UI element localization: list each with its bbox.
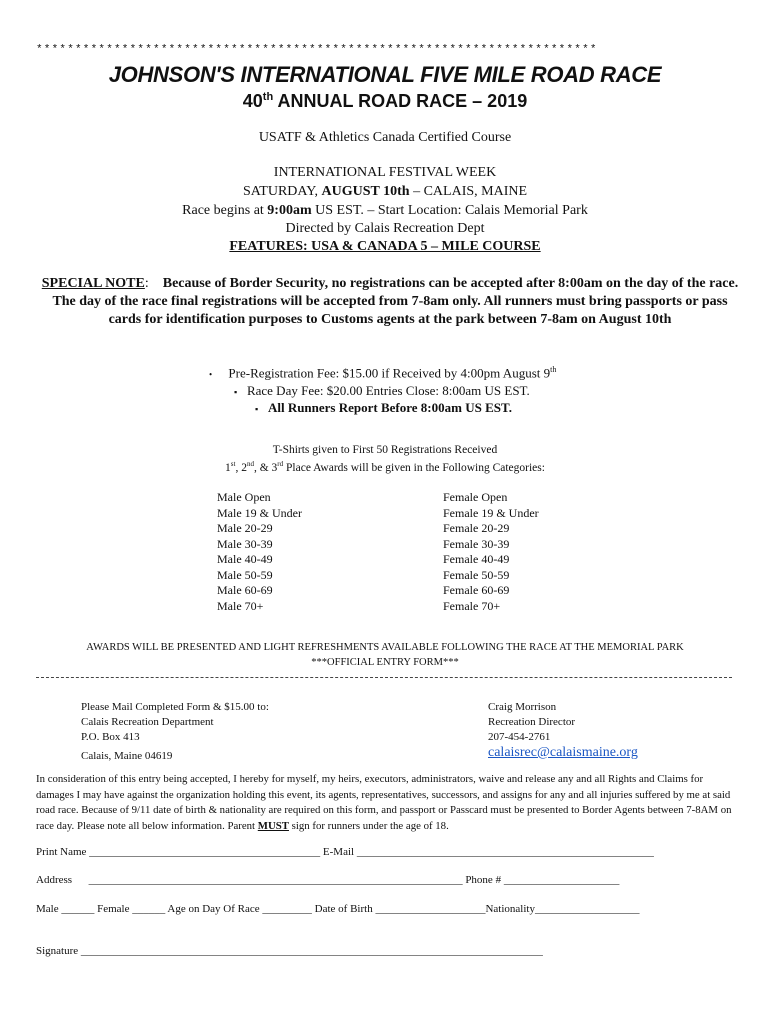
- dob-field[interactable]: ____________________: [375, 903, 486, 915]
- signature-row: [36, 945, 736, 957]
- festival-week: INTERNATIONAL FESTIVAL WEEK: [273, 165, 497, 180]
- square-bullet-icon: ▪: [234, 387, 238, 397]
- phone-label: Phone #: [465, 874, 502, 886]
- signature-field[interactable]: ____________________________________________________________________________________: [80, 945, 543, 957]
- page-title: JOHNSON'S INTERNATIONAL FIVE MILE ROAD RACE: [108, 62, 662, 87]
- race-date-pre: SATURDAY,: [242, 184, 322, 199]
- waiver-post: sign for runners under the age of 18.: [288, 819, 449, 832]
- category-item: Female 60-69: [443, 583, 510, 597]
- category-item: Male 30-39: [217, 536, 273, 551]
- category-item: Female Open: [443, 490, 508, 504]
- subtitle-number: 40: [242, 91, 263, 111]
- official-entry-form: ***OFFICIAL ENTRY FORM***: [311, 657, 459, 668]
- category-item: Male 70+: [217, 598, 264, 613]
- email-field[interactable]: ______________________________________________________: [356, 846, 654, 858]
- contact-name: Craig Morrison: [488, 701, 557, 713]
- square-bullet-icon: ▪: [255, 404, 259, 414]
- waiver-must: MUST: [257, 819, 289, 832]
- divider: [36, 677, 732, 678]
- category-item: Female 50-59: [443, 567, 510, 582]
- subtitle-sup: th: [262, 91, 274, 103]
- category-item: Female 19 & Under: [443, 505, 539, 520]
- report-time-text: All Runners Report Before 8:00am US EST.: [267, 400, 512, 415]
- age-label: Age on Day Of Race: [167, 903, 260, 915]
- star-border: ************************************************************************: [36, 44, 598, 56]
- mail-address: [81, 700, 269, 764]
- address-label: Address: [36, 874, 73, 886]
- signature-label: Signature: [36, 945, 79, 957]
- nationality-label: Nationality: [485, 903, 535, 915]
- features: FEATURES: USA & CANADA 5 – MILE COURSE: [229, 239, 541, 254]
- place-3-sup: rd: [277, 460, 284, 468]
- category-item: Female 70+: [443, 598, 501, 613]
- category-item: Male 50-59: [217, 567, 273, 582]
- category-item: Female 40-49: [443, 552, 510, 566]
- category-item: Female 30-39: [443, 536, 510, 551]
- mail-line: Calais, Maine 04619: [81, 750, 173, 762]
- phone-field[interactable]: _____________________: [503, 874, 620, 886]
- prereg-fee-sup: th: [550, 365, 557, 374]
- mail-line: P.O. Box 413: [81, 731, 140, 743]
- male-field[interactable]: ______: [61, 903, 95, 915]
- places-post: Place Awards will be given in the Following Categories:: [283, 461, 545, 474]
- category-item: Male 60-69: [217, 583, 273, 597]
- special-note-text: Because of Border Security, no registrations can be accepted after 8:00am on the day of the race. The day of the race final registrations will be accepted from 7-8am only. All runners must bring passports or pass cards for identification purposes to Customs agents at the park between 7-8am on August 10th: [52, 276, 739, 327]
- mail-line: Calais Recreation Department: [81, 716, 214, 728]
- category-item: Male 19 & Under: [217, 505, 302, 520]
- special-note-label: SPECIAL NOTE: [41, 276, 145, 291]
- nationality-field[interactable]: ___________________: [534, 903, 640, 915]
- category-item: Female 20-29: [443, 521, 510, 535]
- category-item: Male 20-29: [217, 521, 273, 535]
- waiver-text: [36, 772, 736, 834]
- female-label: Female: [97, 903, 130, 915]
- contact-email-link[interactable]: calaisrec@calaismaine.org: [488, 745, 638, 760]
- contact-info: [488, 700, 638, 760]
- places-note: [0, 460, 770, 474]
- directed-by: Directed by Calais Recreation Dept: [285, 221, 485, 236]
- waiver-pre: In consideration of this entry being accepted, I hereby for myself, my heirs, executors, administrators, waive and release any and all Rights and Claims for damages I may have against the organization holding this event, its agents, representatives, successors, and assigns for any and all injuries suffered by me at said road race. Because of 9/11 date of birth & nationality are required on this form, and passport or Passcard must be presented to Border Agents between 7-8AM on race day. Please note all below information. Parent: [36, 773, 732, 832]
- place-2: , 2: [235, 461, 247, 474]
- race-begins-pre: Race begins at: [182, 203, 268, 218]
- print-name-label: Print Name: [36, 846, 87, 858]
- contact-phone: 207-454-2761: [488, 731, 551, 743]
- prereg-fee: [209, 365, 556, 381]
- category-item: Male 40-49: [217, 552, 273, 566]
- prereg-fee-text: Pre-Registration Fee: $15.00 if Received by 4:00pm August 9: [228, 365, 551, 381]
- contact-role: Recreation Director: [488, 716, 576, 728]
- awards-presented: AWARDS WILL BE PRESENTED AND LIGHT REFRESHMENTS AVAILABLE FOLLOWING THE RACE AT THE MEMORIAL PARK: [86, 642, 684, 653]
- tshirts-note: T-Shirts given to First 50 Registrations Received: [272, 444, 498, 456]
- details-row: [36, 903, 736, 915]
- place-1-sup: st: [230, 460, 236, 468]
- email-label: E-Mail: [322, 846, 355, 858]
- print-name-field[interactable]: __________________________________________: [89, 846, 321, 858]
- place-3: , & 3: [253, 461, 278, 474]
- certified-course: USATF & Athletics Canada Certified Course: [258, 130, 512, 145]
- dayof-fee: [234, 383, 530, 399]
- name-email-row: [36, 846, 736, 858]
- category-item: Male Open: [217, 490, 271, 504]
- page-subtitle: [0, 91, 770, 112]
- male-categories: [217, 490, 302, 614]
- race-begins-post: US EST. – Start Location: Calais Memorial Park: [311, 203, 588, 218]
- special-note: [40, 275, 740, 329]
- mail-line: Please Mail Completed Form & $15.00 to:: [81, 701, 269, 713]
- address-field[interactable]: ____________________________________________________________________: [88, 874, 463, 886]
- female-categories: [443, 490, 539, 614]
- special-note-colon: :: [144, 276, 149, 291]
- race-begins: [0, 203, 770, 219]
- race-date-bold: AUGUST 10th: [321, 184, 410, 199]
- race-date-post: – CALAIS, MAINE: [409, 184, 528, 199]
- place-2-sup: nd: [246, 460, 254, 468]
- address-phone-row: [36, 874, 736, 886]
- race-date: [0, 184, 770, 200]
- dob-label: Date of Birth: [314, 903, 373, 915]
- dot-bullet-icon: •: [209, 369, 213, 380]
- subtitle-text: ANNUAL ROAD RACE – 2019: [273, 91, 528, 111]
- race-begins-bold: 9:00am: [267, 203, 312, 218]
- female-field[interactable]: ______: [132, 903, 166, 915]
- dayof-fee-text: Race Day Fee: $20.00 Entries Close: 8:00am US EST.: [246, 383, 530, 398]
- report-time: [255, 400, 512, 416]
- male-label: Male: [36, 903, 59, 915]
- age-field[interactable]: _________: [262, 903, 312, 915]
- place-1: 1: [225, 461, 231, 474]
